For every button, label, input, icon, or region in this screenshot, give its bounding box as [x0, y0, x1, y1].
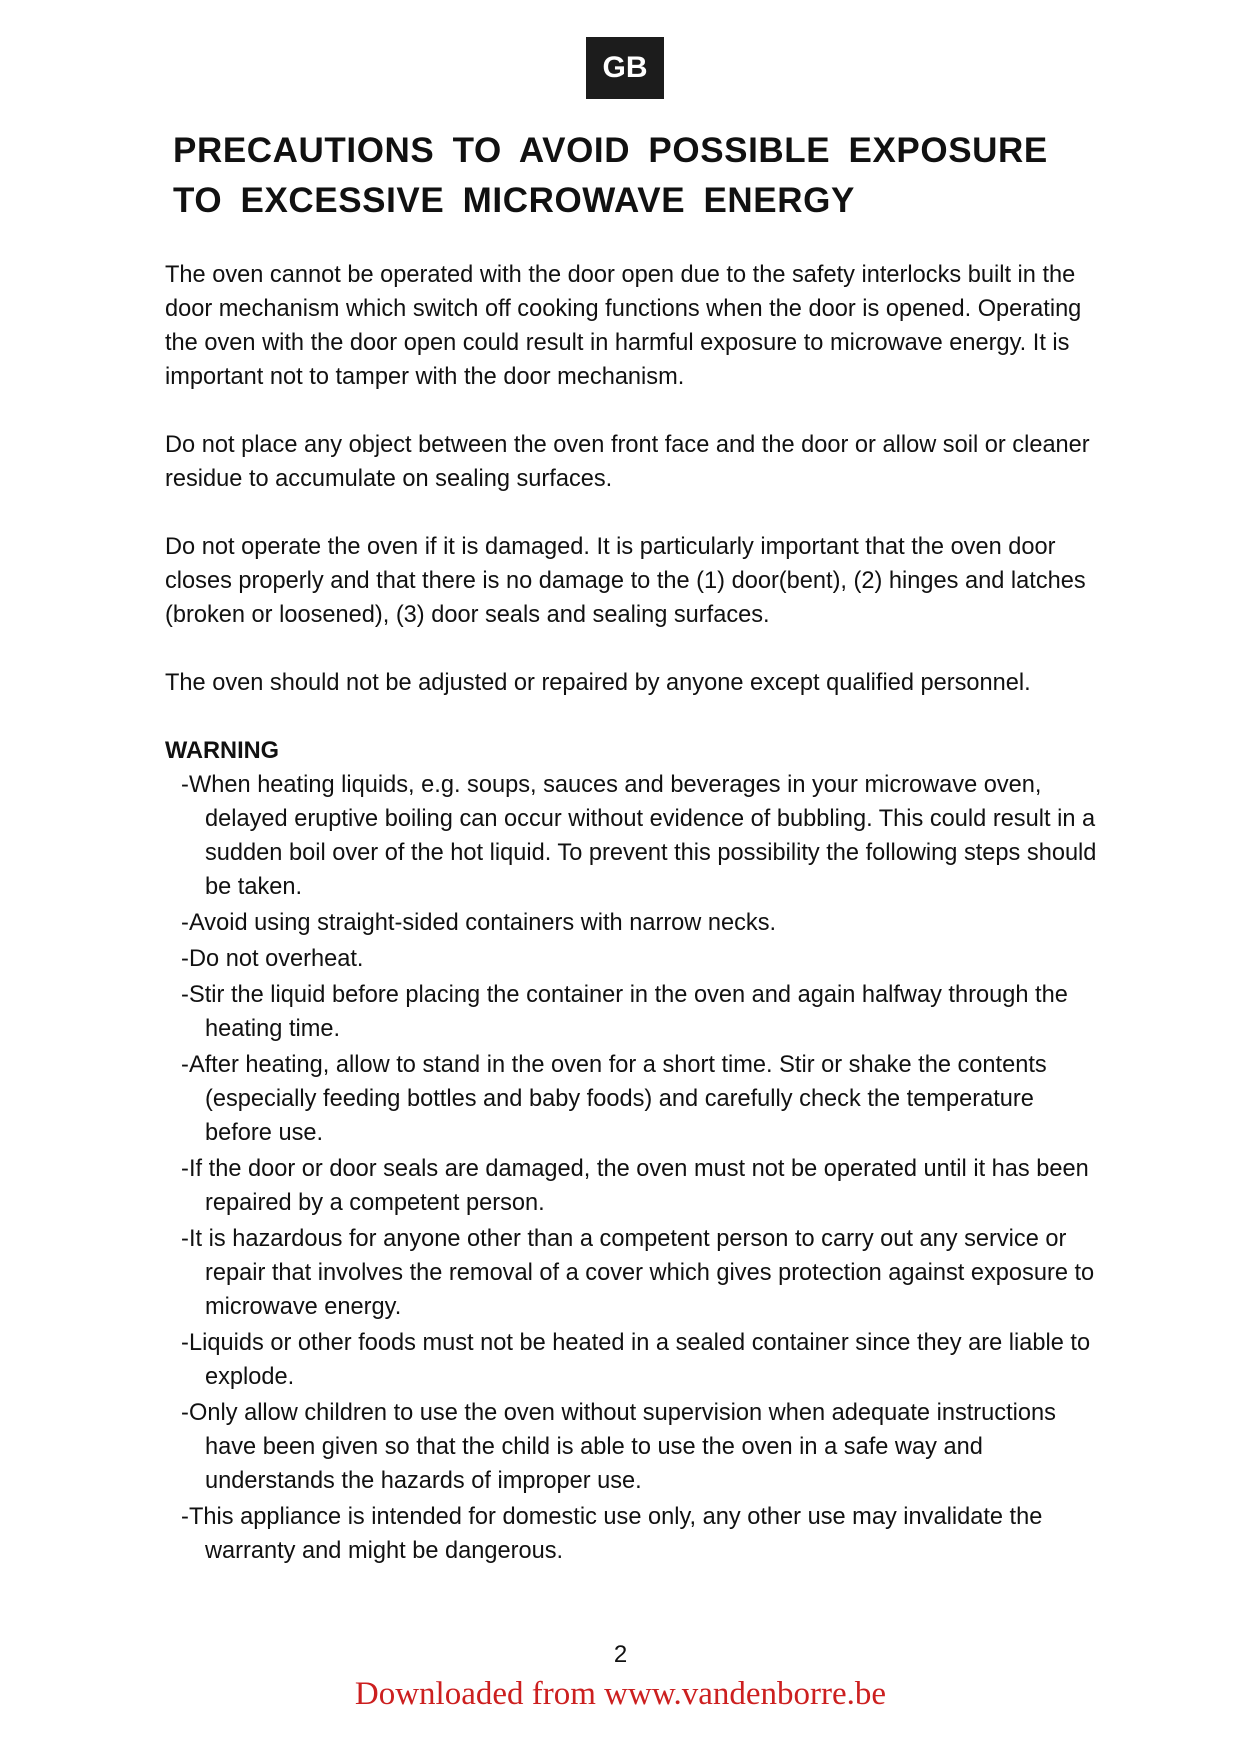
warning-item	[165, 1048, 1105, 1150]
warning-item-text: When heating liquids, e.g. soups, sauces and beverages in your microwave oven, delayed eruptive boiling can occur without evidence of bubbling. This could result in a sudden boil over of the hot liquid. To prevent this possibility the following steps should be taken.	[189, 772, 1097, 900]
warning-item-text: Stir the liquid before placing the container in the oven and again halfway through the heating time.	[189, 982, 1068, 1042]
page-title-line-1: PRECAUTIONS TO AVOID POSSIBLE EXPOSURE	[173, 131, 1048, 170]
warning-item	[165, 768, 1105, 904]
warning-item	[165, 1500, 1105, 1568]
warning-item-text: Only allow children to use the oven without supervision when adequate instructions have been given so that the child is able to use the oven in a safe way and understands the hazards of improper use.	[189, 1400, 1056, 1494]
document-body	[165, 258, 1105, 1570]
warning-item	[165, 1326, 1105, 1394]
paragraph-qualified-personnel: The oven should not be adjusted or repaired by anyone except qualified personnel.	[165, 670, 1031, 696]
page-number: 2	[613, 1641, 628, 1668]
warning-item-text: This appliance is intended for domestic use only, any other use may invalidate the warranty and might be dangerous.	[189, 1504, 1043, 1564]
download-source-link[interactable]: Downloaded from www.vandenborre.be	[354, 1676, 887, 1712]
warning-item-text: Liquids or other foods must not be heated in a sealed container since they are liable to explode.	[189, 1330, 1091, 1390]
paragraph-door-interlocks: The oven cannot be operated with the door open due to the safety interlocks built in the door mechanism which switch off cooking functions when the door is opened. Operating the oven with the door open could result in harmful exposure to microwave energy. It is important not to tamper with the door mechanism.	[165, 262, 1082, 390]
warning-item-text: Do not overheat.	[189, 946, 364, 972]
page-title-line-2: TO EXCESSIVE MICROWAVE ENERGY	[173, 181, 855, 220]
warning-heading: WARNING	[165, 738, 280, 764]
paragraph-sealing-surfaces: Do not place any object between the oven front face and the door or allow soil or cleaner residue to accumulate on sealing surfaces.	[165, 432, 1090, 492]
warning-item	[165, 942, 1105, 976]
warning-item-text: If the door or door seals are damaged, the oven must not be operated until it has been repaired by a competent person.	[189, 1156, 1089, 1216]
warning-item	[165, 906, 1105, 940]
warning-item	[165, 978, 1105, 1046]
warning-item	[165, 1152, 1105, 1220]
warning-item-text: It is hazardous for anyone other than a competent person to carry out any service or repair that involves the removal of a cover which gives protection against exposure to microwave energy.	[189, 1226, 1095, 1320]
paragraph-damaged-oven: Do not operate the oven if it is damaged. It is particularly important that the oven door closes properly and that there is no damage to the (1) door(bent), (2) hinges and latches (broken or loosened), (3) door seals and sealing surfaces.	[165, 534, 1086, 628]
warning-item	[165, 1396, 1105, 1498]
warning-list	[165, 768, 1105, 1568]
page-title	[173, 126, 1113, 226]
warning-item-text: After heating, allow to stand in the oven for a short time. Stir or shake the contents (especially feeding bottles and baby foods) and carefully check the temperature before use.	[189, 1052, 1047, 1146]
language-badge: GB	[586, 37, 664, 99]
warning-item	[165, 1222, 1105, 1324]
warning-item-text: Avoid using straight-sided containers with narrow necks.	[189, 910, 777, 936]
